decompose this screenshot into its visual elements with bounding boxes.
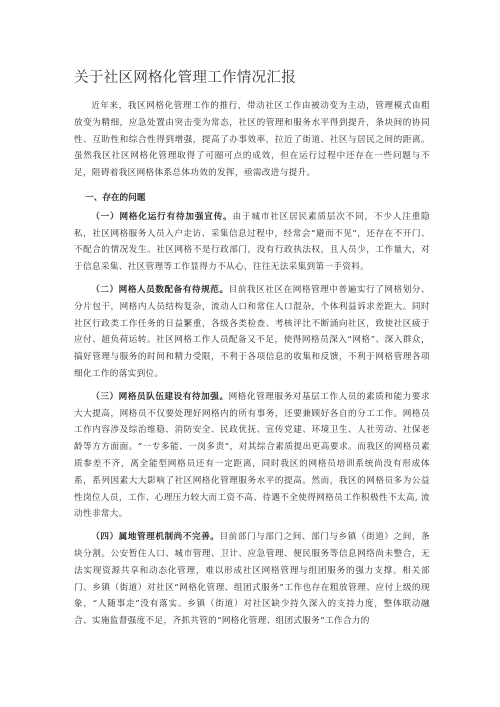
issue-paragraph-4 (74, 529, 430, 630)
issue-lead-1: （一）网格化运行有待加强宣传。 (91, 211, 233, 222)
intro-paragraph: 近年来，我区网格化管理工作的推行，带动社区工作由被动变为主动，管理模式由粗放变为精细，应急处置由突击变为常态，社区的管理和服务水平得到提升，条块间的协同性、互助性和综合性得到增强，提高了办事效率，拉近了街道、社区与居民之间的距离。虽然我区社区网格化管理取得了可圈可点的成效，但在运行过程中还存在一些问题与不足，阻碍着我区网格体系总体功效的发挥，亟需改进与提升。 (74, 101, 430, 179)
document-title: 关于社区网格化管理工作情况汇报 (74, 70, 296, 86)
issue-lead-3: （三）网格员队伍建设有待加强。 (91, 391, 229, 402)
issue-paragraph-1 (74, 209, 430, 276)
issue-paragraph-2 (74, 282, 430, 383)
issue-lead-2: （二）网格人员数配备有待规范。 (91, 284, 229, 295)
issue-text-2: 目前我区社区在网格管理中普遍实行了网格划分、分片包干，网格内人员结构复杂，流动人口和常住人口混杂，个体利益诉求差距大。同时社区行政类工作任务的日益繁重，各级各类检查、考核评比不断涌向社区，致使社区疲于应付、超负荷运转。社区网格工作人员配备又不足，使得网格员深入“网格”、深入群众，搞好管理与服务的时间和精力受限，不利于各项信息的收集和反馈，不利于网格管理各项细化工作的落实到位。 (74, 284, 430, 379)
issue-text-1: 由于城市社区居民素质层次不同，不少人注重隐私，社区网格服务人员入户走访、采集信息过程中，经常会“避而不见”，还存在不开门、不配合的情况发生。社区网格不是行政部门，没有行政执法权，且人员少，工作量大，对于信息采集、社区管理等工作显得力不从心，往往无法采集到第一手资料。 (74, 211, 430, 273)
issue-text-3: 网格化管理服务对基层工作人员的素质和能力要求大大提高，网格员不仅要处理好网格内的所有事务，还要兼顾好各自的分工工作。网格员工作内容涉及综治维稳、消防安全、民政优抚、宣传党建、环境卫生、人社劳动、社保老龄等方方面面。“一专多能、一岗多责”，对其综合素质提出更高要求。而我区的网格员素质参差不齐，离全能型网格员还有一定距离，同时我区的网格员培训系统尚没有形成体系，系列因素大大影响了社区网格化管理服务水平的提高。然而，我区的网格员多为公益性岗位人员，工作、心理压力较大而工资不高、待遇不全使得网格员工作积极性不太高, 流动性非常大。 (74, 391, 430, 520)
issue-text-4: 目前部门与部门之间、部门与乡镇（街道）之间，条块分割。公安暂住人口、城市管理、卫计、应急管理、便民服务等信息网络尚未整合，无法实现资源共享和动态化管理，难以形成社区网格管理与组团服务的强力支撑。相关部门、乡镇（街道）对社区“网格化管理、组团式服务”工作也存在粗放管理、应付上级的现象，“人随事走”没有落实。乡镇（街道）对社区缺少持久深入的支持力度，整体联动融合、实施监督强度不足，齐抓共管的“网格化管理、组团式服务”工作合力的 (74, 532, 430, 627)
issue-lead-4: （四）属地管理机制尚不完善。 (91, 532, 220, 543)
section-heading: 一、存在的问题 (85, 192, 146, 203)
issue-paragraph-3 (74, 389, 430, 523)
document-body (74, 98, 430, 630)
